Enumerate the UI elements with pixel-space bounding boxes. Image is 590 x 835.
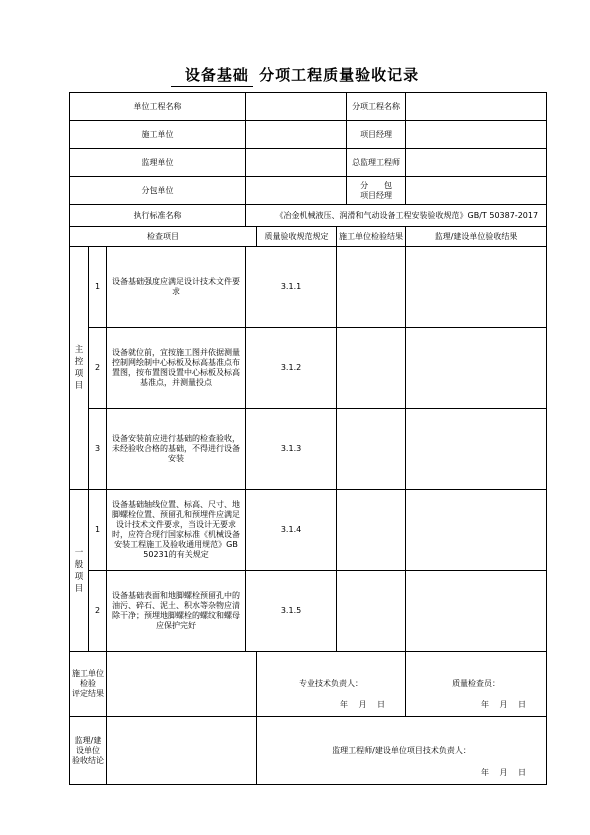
- item-spec: 3.1.5: [246, 571, 337, 652]
- page-title: [0, 64, 590, 87]
- inspector-date: 年 月 日: [480, 700, 527, 709]
- acceptance-blank[interactable]: [107, 717, 257, 785]
- col-construction-result: 施工单位检验结果: [337, 227, 406, 247]
- general-group-label: 一般项目: [70, 490, 89, 652]
- standard-label: 执行标准名称: [70, 205, 246, 227]
- construction-result-cell[interactable]: [337, 409, 406, 490]
- item-text: 设备就位前，宜按施工图并依据测量控制网绘制中心标板及标高基准点布置图，按布置图设置中心标板及标高基准点，并测量投点: [107, 328, 246, 409]
- chief-engineer-value[interactable]: [406, 149, 547, 177]
- inspector-label: 质量检查员：: [452, 679, 501, 688]
- evaluation-blank[interactable]: [107, 652, 257, 717]
- project-manager-label: 项目经理: [347, 121, 406, 149]
- standard-value: 《冶金机械液压、润滑和气动设备工程安装验收规范》GB/T 50387-2017: [246, 205, 547, 227]
- table-row: [70, 409, 547, 490]
- inspector-signature-cell[interactable]: [406, 652, 547, 717]
- sub-project-label: 分项工程名称: [347, 93, 406, 121]
- evaluation-label: [70, 652, 107, 717]
- supervision-result-cell[interactable]: [406, 328, 547, 409]
- unit-project-value[interactable]: [246, 93, 347, 121]
- table-row: [70, 571, 547, 652]
- col-supervision-result: 监理/建设单位验收结果: [406, 227, 547, 247]
- subcontract-manager-value[interactable]: [406, 177, 547, 205]
- supervision-result-cell[interactable]: [406, 409, 547, 490]
- item-number: 1: [89, 247, 107, 328]
- acceptance-label-line2: 验收结论: [72, 755, 104, 765]
- acceptance-date: 年 月 日: [480, 768, 527, 777]
- evaluation-label-line1: 施工单位检验: [72, 669, 104, 688]
- col-check-item: 检查项目: [70, 227, 257, 247]
- item-number: 1: [89, 490, 107, 571]
- tech-lead-date: 年 月 日: [339, 700, 386, 709]
- tech-lead-label: 专业技术负责人：: [299, 679, 364, 688]
- construction-result-cell[interactable]: [337, 247, 406, 328]
- construction-result-cell[interactable]: [337, 490, 406, 571]
- title-rest: 分项工程质量验收记录: [259, 66, 420, 84]
- chief-engineer-label: 总监理工程师: [347, 149, 406, 177]
- item-spec: 3.1.1: [246, 247, 337, 328]
- table-row: [70, 490, 547, 571]
- main-control-group-label: 主控项目: [70, 247, 89, 490]
- supervision-unit-label: 监理单位: [70, 149, 246, 177]
- item-spec: 3.1.2: [246, 328, 337, 409]
- construction-unit-label: 施工单位: [70, 121, 246, 149]
- item-text: 设备安装前应进行基础的检查验收，未经验收合格的基础，不得进行设备安装: [107, 409, 246, 490]
- item-text: 设备基础表面和地脚螺栓预留孔中的油污、碎石、泥土、积水等杂物应清除干净；预埋地脚螺栓的螺纹和螺母应保护完好: [107, 571, 246, 652]
- acceptance-record-table: [69, 92, 547, 785]
- acceptance-label-line1: 监理/建设单位: [74, 735, 102, 755]
- acceptance-signature-cell[interactable]: [257, 717, 547, 785]
- item-text: 设备基础轴线位置、标高、尺寸、地脚螺栓位置、预留孔和预埋件应满足设计技术文件要求，当设计无要求时，应符合现行国家标准《机械设备安装工程施工及验收通用规范》GB 50231的有关规定: [107, 490, 246, 571]
- tech-lead-signature-cell[interactable]: [257, 652, 406, 717]
- subcontract-manager-label: [347, 177, 406, 205]
- supervision-unit-value[interactable]: [246, 149, 347, 177]
- supervision-result-cell[interactable]: [406, 571, 547, 652]
- item-number: 3: [89, 409, 107, 490]
- acceptance-label: [70, 717, 107, 785]
- item-spec: 3.1.4: [246, 490, 337, 571]
- unit-project-label: 单位工程名称: [70, 93, 246, 121]
- subcontract-unit-label: 分包单位: [70, 177, 246, 205]
- construction-result-cell[interactable]: [337, 571, 406, 652]
- item-number: 2: [89, 571, 107, 652]
- table-row: [70, 247, 547, 328]
- evaluation-label-line2: 评定结果: [72, 689, 104, 698]
- subcontract-manager-label-line1: 分 包: [360, 180, 393, 190]
- construction-result-cell[interactable]: [337, 328, 406, 409]
- table-row: [70, 328, 547, 409]
- supervision-result-cell[interactable]: [406, 247, 547, 328]
- item-spec: 3.1.3: [246, 409, 337, 490]
- construction-unit-value[interactable]: [246, 121, 347, 149]
- supervision-result-cell[interactable]: [406, 490, 547, 571]
- item-number: 2: [89, 328, 107, 409]
- subcontract-unit-value[interactable]: [246, 177, 347, 205]
- item-text: 设备基础强度应满足设计技术文件要求: [107, 247, 246, 328]
- title-underlined-part: 设备基础: [171, 64, 253, 87]
- sub-project-value[interactable]: [406, 93, 547, 121]
- col-quality-spec: 质量验收规范规定: [257, 227, 337, 247]
- subcontract-manager-label-line2: 项目经理: [360, 190, 393, 200]
- project-manager-value[interactable]: [406, 121, 547, 149]
- acceptance-signer-label: 监理工程师/建设单位项目技术负责人：: [332, 745, 471, 755]
